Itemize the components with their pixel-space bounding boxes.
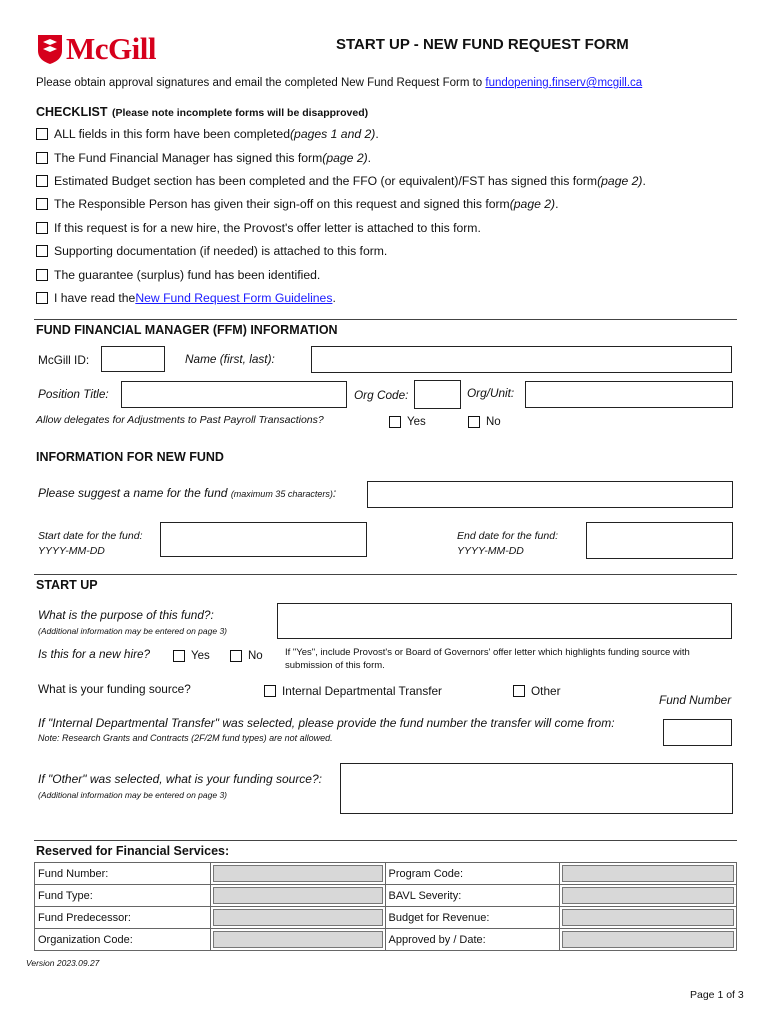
start-date-label: Start date for the fund: YYYY-MM-DD — [38, 530, 143, 557]
reserved-label: Fund Type: — [35, 885, 211, 907]
checkbox[interactable] — [36, 198, 48, 210]
divider — [34, 319, 737, 320]
reserved-label: Budget for Revenue: — [385, 907, 560, 929]
checkbox[interactable] — [36, 222, 48, 234]
table-row — [35, 929, 737, 951]
reserved-label: Approved by / Date: — [385, 929, 560, 951]
purpose-label: What is the purpose of this fund?: — [38, 608, 214, 622]
transfer-label: If "Internal Departmental Transfer" was selected, please provide the fund number the transfer will come from: — [38, 716, 615, 730]
reserved-field[interactable] — [560, 907, 737, 929]
reserved-label: Program Code: — [385, 863, 560, 885]
reserved-field[interactable] — [560, 885, 737, 907]
checklist-item: The guarantee (surplus) fund has been identified. — [36, 268, 320, 282]
mcgill-logo — [36, 33, 176, 67]
reserved-field[interactable] — [560, 929, 737, 951]
reserved-label: BAVL Severity: — [385, 885, 560, 907]
org-unit-label: Org/Unit: — [467, 386, 515, 400]
reserved-field[interactable] — [210, 907, 385, 929]
end-date-field[interactable] — [586, 522, 733, 559]
reserved-field[interactable] — [210, 863, 385, 885]
transfer-note: Note: Research Grants and Contracts (2F/2M fund types) are not allowed. — [38, 733, 333, 743]
table-row — [35, 885, 737, 907]
checklist-item: If this request is for a new hire, the Provost's offer letter is attached to this form. — [36, 221, 481, 235]
checklist-heading: CHECKLIST (Please note incomplete forms will be disapproved) — [36, 105, 369, 119]
other-hint: (Additional information may be entered on page 3) — [38, 790, 228, 800]
mcgill-id-field[interactable] — [101, 346, 165, 372]
checklist-item: Estimated Budget section has been completed and the FFO (or equivalent)/FST has signed this form (page 2) . — [36, 174, 646, 188]
other-source-field[interactable] — [340, 763, 733, 814]
checklist-item: I have read the New Fund Request Form Guidelines . — [36, 291, 336, 305]
new-hire-note: If "Yes", include Provost's or Board of Governors' offer letter which highlights funding source with submission of this form. — [285, 647, 690, 671]
fund-number-field[interactable] — [663, 719, 732, 746]
start-date-field[interactable] — [160, 522, 367, 557]
version-text: Version 2023.09.27 — [26, 958, 100, 968]
other-source-label: If "Other" was selected, what is your funding source?: — [38, 772, 322, 786]
checklist-item: The Fund Financial Manager has signed this form (page 2) . — [36, 151, 371, 165]
checklist-item: ALL fields in this form have been completed (pages 1 and 2) . — [36, 127, 379, 141]
fund-name-label: Please suggest a name for the fund (maximum 35 characters): — [38, 486, 337, 500]
delegates-yes: Yes — [389, 416, 426, 428]
logo-text: McGill — [66, 31, 156, 66]
new-hire-no-checkbox[interactable] — [230, 650, 242, 662]
divider — [34, 840, 737, 841]
reserved-label: Organization Code: — [35, 929, 211, 951]
delegates-yes-checkbox[interactable] — [389, 416, 401, 428]
reserved-label: Fund Predecessor: — [35, 907, 211, 929]
org-code-label: Org Code: — [354, 388, 409, 402]
purpose-hint: (Additional information may be entered on page 3) — [38, 626, 228, 636]
new-hire-no: No — [230, 650, 263, 662]
checkbox[interactable] — [36, 128, 48, 140]
table-row — [35, 907, 737, 929]
position-field[interactable] — [121, 381, 347, 408]
checklist-item: Supporting documentation (if needed) is attached to this form. — [36, 244, 387, 258]
table-row — [35, 863, 737, 885]
org-unit-field[interactable] — [525, 381, 733, 408]
position-label: Position Title: — [38, 387, 109, 401]
reserved-field[interactable] — [560, 863, 737, 885]
funding-source-label: What is your funding source? — [38, 682, 191, 696]
reserved-field[interactable] — [210, 885, 385, 907]
reserved-field[interactable] — [210, 929, 385, 951]
fund-name-field[interactable] — [367, 481, 733, 508]
divider — [34, 574, 737, 575]
internal-transfer-option: Internal Departmental Transfer — [264, 684, 442, 698]
end-date-label: End date for the fund: YYYY-MM-DD — [457, 530, 558, 557]
form-title: START UP - NEW FUND REQUEST FORM — [336, 36, 629, 53]
mcgill-id-label: McGill ID: — [38, 353, 90, 367]
new-fund-heading: INFORMATION FOR NEW FUND — [36, 450, 224, 464]
purpose-field[interactable] — [277, 603, 732, 639]
page-number: Page 1 of 3 — [690, 989, 744, 1001]
reserved-label: Fund Number: — [35, 863, 211, 885]
checkbox[interactable] — [36, 152, 48, 164]
delegates-no-checkbox[interactable] — [468, 416, 480, 428]
startup-heading: START UP — [36, 578, 98, 592]
delegates-label: Allow delegates for Adjustments to Past Payroll Transactions? — [36, 414, 324, 426]
internal-transfer-checkbox[interactable] — [264, 685, 276, 697]
intro-text: Please obtain approval signatures and email the completed New Fund Request Form to fundopening.finserv@mcgill.ca — [36, 77, 643, 89]
new-hire-label: Is this for a new hire? — [38, 647, 151, 661]
guidelines-link[interactable]: New Fund Request Form Guidelines — [135, 291, 333, 305]
crest-icon — [36, 33, 64, 65]
org-code-field[interactable] — [414, 380, 461, 409]
checkbox[interactable] — [36, 269, 48, 281]
reserved-table — [34, 862, 737, 951]
checkbox[interactable] — [36, 245, 48, 257]
name-label: Name (first, last): — [185, 352, 275, 366]
name-field[interactable] — [311, 346, 732, 373]
other-checkbox[interactable] — [513, 685, 525, 697]
reserved-heading: Reserved for Financial Services: — [36, 844, 230, 858]
checkbox[interactable] — [36, 292, 48, 304]
checkbox[interactable] — [36, 175, 48, 187]
delegates-no: No — [468, 416, 501, 428]
new-hire-yes: Yes — [173, 650, 210, 662]
other-option: Other — [513, 684, 561, 698]
email-link[interactable]: fundopening.finserv@mcgill.ca — [485, 77, 643, 89]
ffm-heading: FUND FINANCIAL MANAGER (FFM) INFORMATION — [36, 323, 338, 337]
fund-number-label: Fund Number — [659, 693, 732, 707]
new-hire-yes-checkbox[interactable] — [173, 650, 185, 662]
checklist-item: The Responsible Person has given their sign-off on this request and signed this form (page 2) . — [36, 197, 559, 211]
